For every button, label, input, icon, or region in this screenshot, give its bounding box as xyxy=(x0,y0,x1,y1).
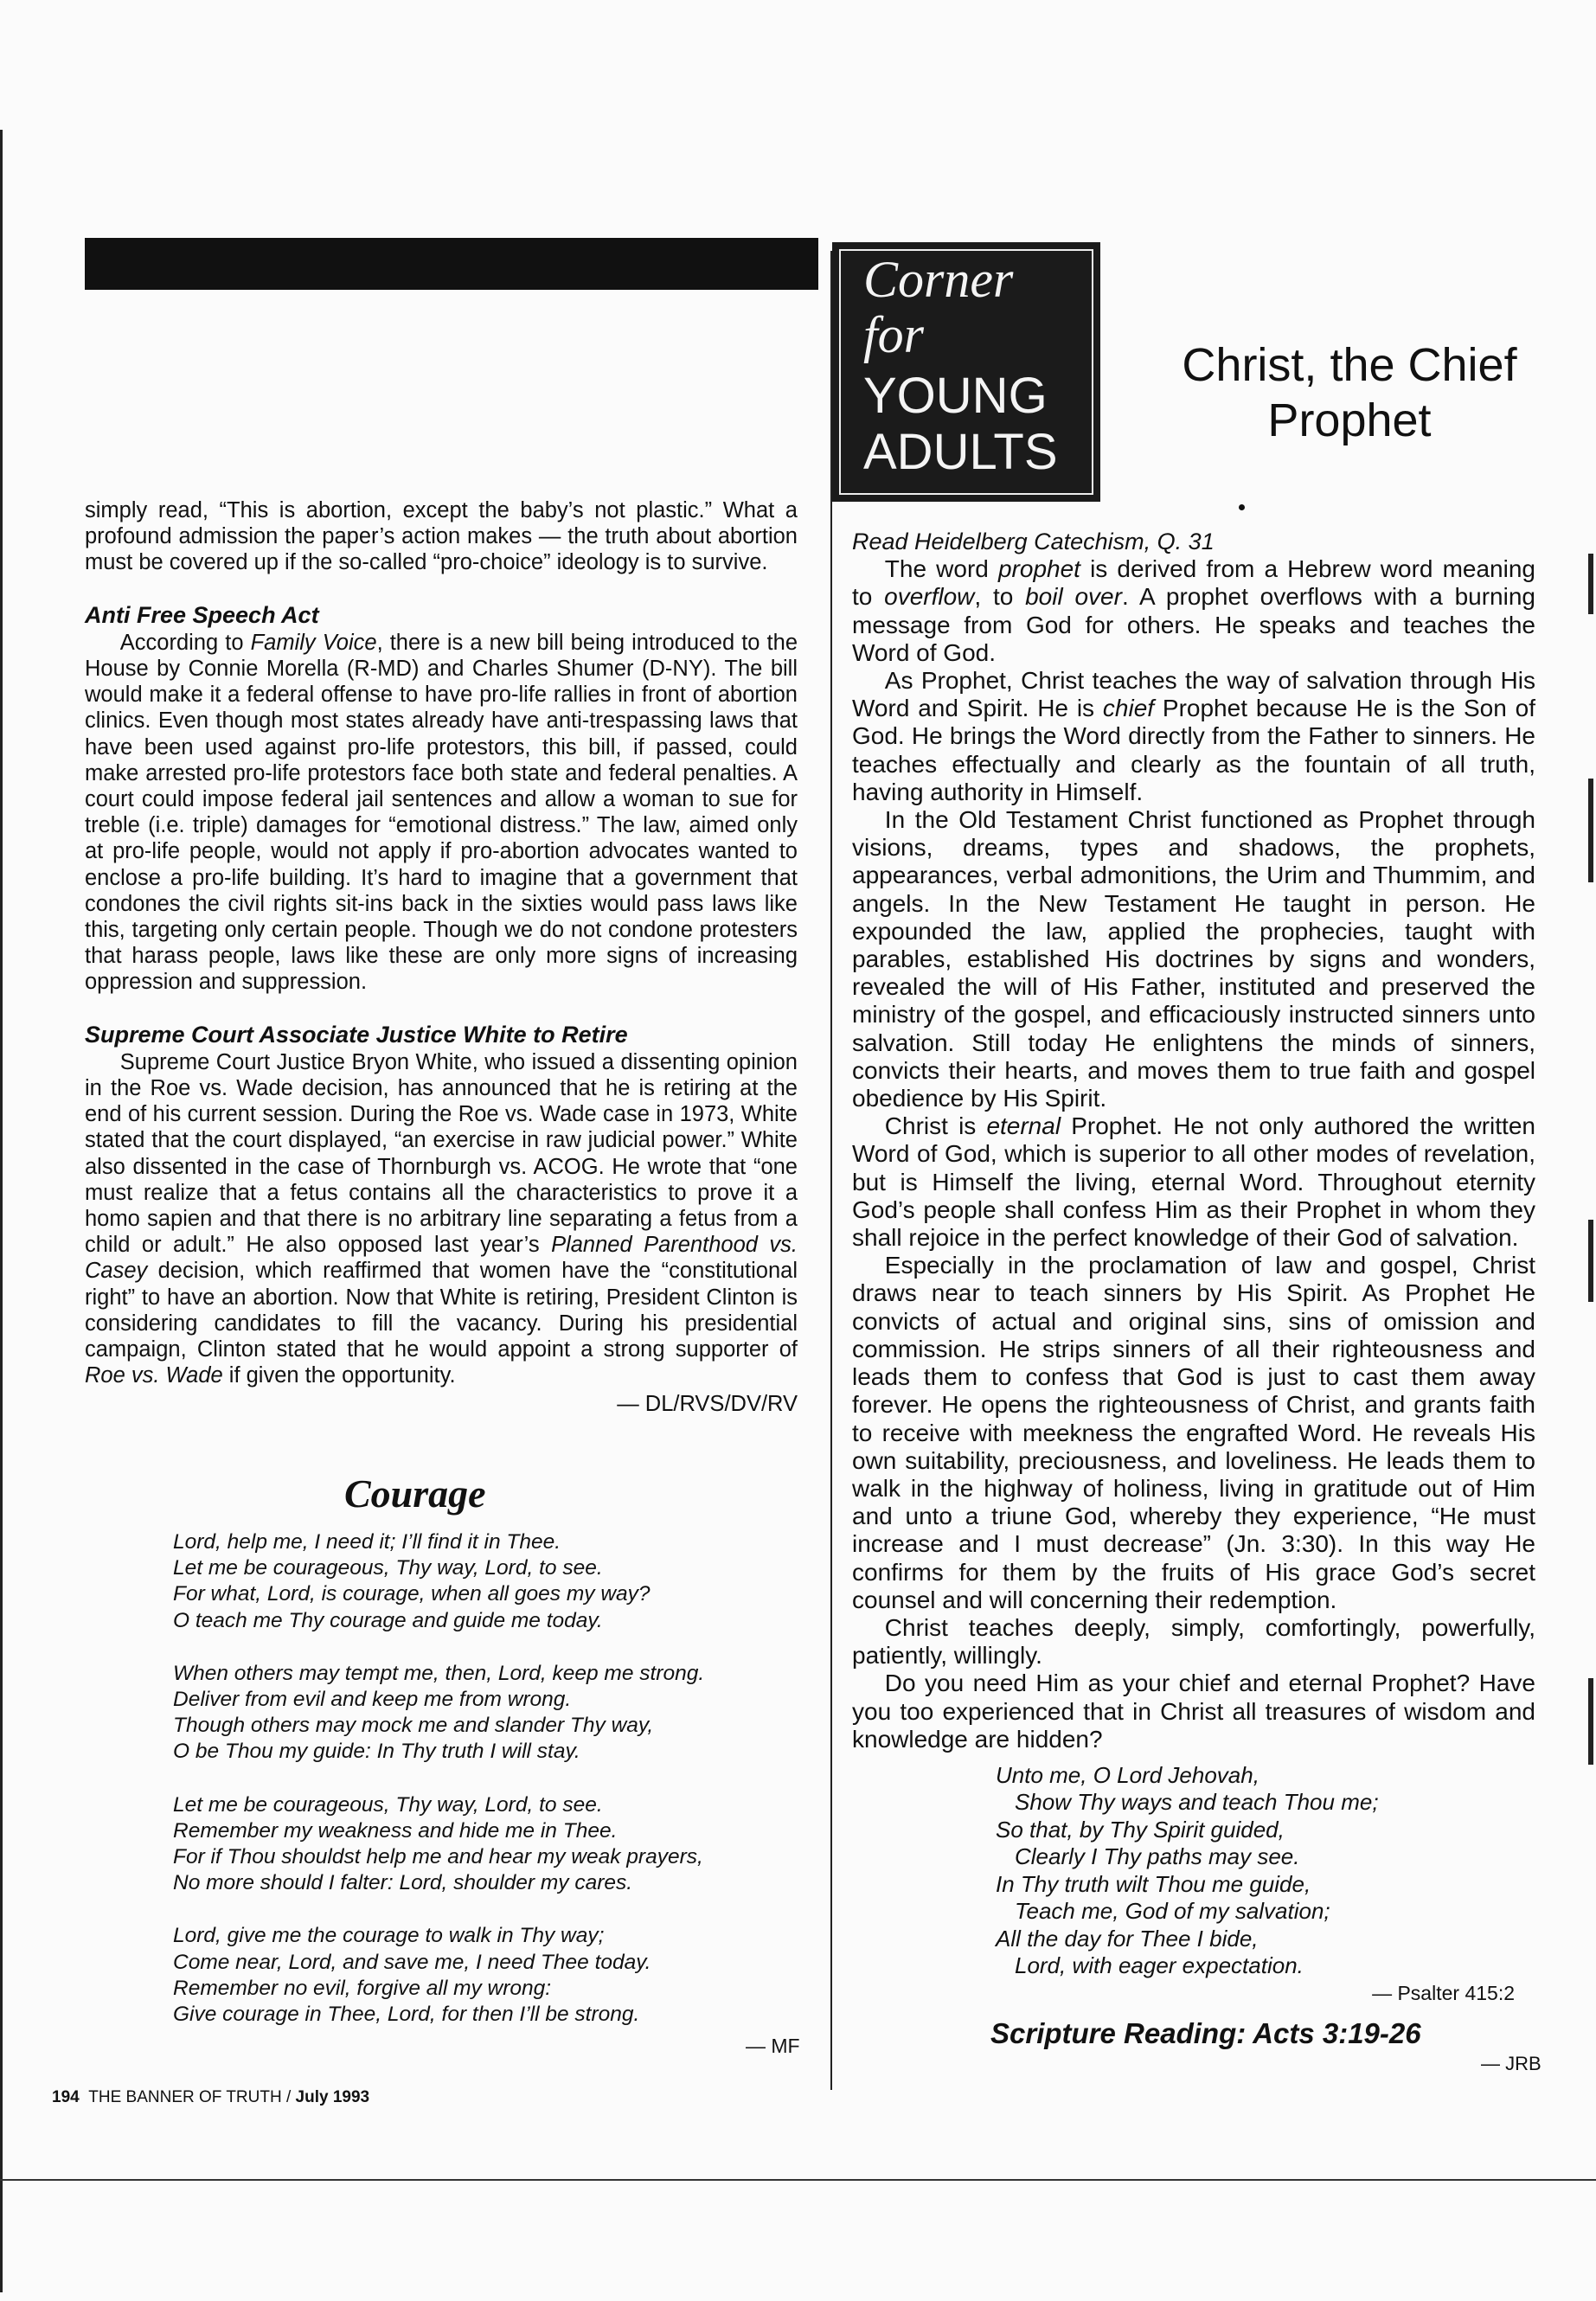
heading-anti-free-speech: Anti Free Speech Act xyxy=(85,601,319,628)
news-signoff: — DL/RVS/DV/RV xyxy=(617,1391,798,1416)
article-signoff: — JRB xyxy=(1481,2053,1542,2074)
scan-edge-mark xyxy=(1588,554,1593,614)
article-paragraph: As Prophet, Christ teaches the way of salvation through His Word and Spirit. He is chief Prophet because He is the Son of God. He brings the Word directly from the Father to sinners. He teaches effectually and clearly as the fountain of all truth, having authority in Himself. xyxy=(852,667,1535,805)
page-footer: 194 THE BANNER OF TRUTH / July 1993 xyxy=(52,2088,370,2106)
logo-line: Corner xyxy=(863,251,1014,308)
poem-stanza: Lord, help me, I need it; I’ll find it in Thee. Let me be courageous, Thy way, Lord, to see. For what, Lord, is courage, when all goes my way? O teach me Thy courage and guide me today. xyxy=(173,1530,651,1632)
logo-line: YOUNG xyxy=(863,368,1048,424)
psalter-verse: Unto me, O Lord Jehovah, Show Thy ways and teach Thou me; So that, by Thy Spirit guided, Clearly I Thy paths may see. In Thy truth wilt Thou me guide, Teach me, God of my salvation; All the day for Thee I bide, Lord, with eager expectation. — Psalter 415:2 xyxy=(996,1762,1535,2008)
logo-line: for xyxy=(863,306,925,363)
scan-bottom-rule xyxy=(0,2179,1596,2181)
justice-white-paragraph: Supreme Court Justice Bryon White, who issued a dissenting opinion in the Roe vs. Wade decision, has announced that he is retiring at the end of his current session. During the Roe vs. Wade case in 1973, White stated that the court displayed, “an exercise in raw judicial power.” White also dissented in the case of Thornburgh vs. ACOG. He wrote that “one must realize that a fetus contains all the characteristics to prove it a homo sapien and that there is no arbitrary line separating a fetus from a child or adult.” He also opposed last year’s Planned Parenthood vs. Casey decision, which reaffirmed that women have the “constitutional right” to have an abortion. Now that White is retiring, President Clinton is considering candidates to fill the vacancy. During his presidential campaign, Clinton stated that he would appoint a strong supporter of Roe vs. Wade if given the opportunity. xyxy=(85,1049,798,1388)
scripture-reading: Scripture Reading: Acts 3:19-26 xyxy=(990,2017,1421,2049)
corner-for-young-adults-logo xyxy=(832,242,1100,502)
psalter-reference: — Psalter 415:2 xyxy=(1372,1981,1515,2004)
news-column xyxy=(85,497,798,1417)
article-column xyxy=(852,528,1535,2007)
poem-stanza: Lord, give me the courage to walk in Thy way; Come near, Lord, and save me, I need Thee today. Remember no evil, forgive all my wrong: Give courage in Thee, Lord, for then I’ll be strong. xyxy=(173,1924,651,2027)
redacted-header-bar xyxy=(85,238,818,290)
title-bullet xyxy=(1239,504,1245,510)
heading-justice-white: Supreme Court Associate Justice White to Retire xyxy=(85,1021,628,1048)
poem-signoff: — MF xyxy=(746,2035,800,2057)
scan-edge-mark xyxy=(1588,1220,1593,1302)
logo-line: ADULTS xyxy=(863,424,1058,480)
poem-title: Courage xyxy=(344,1471,486,1516)
article-paragraph: Especially in the proclamation of law and gospel, Christ draws near to teach sinners by His Spirit. As Prophet He convicts of actual and original sins, sins of omission and commission. He strips sinners of all their righteousness and leads them to confess that God is just to cast them away forever. He opens the righteousness of Christ, and grants faith to receive with meekness the engrafted Word. He reveals His own suitability, preciousness, and loveliness. He leads them to walk in the highway of holiness, living in gratitude out of Him and unto a triune God, whereby they experience, “He must increase and I must decrease” (Jn. 3:30). In this way He confirms for them by the fruits of His grace God’s secret counsel and will concerning their redemption. xyxy=(852,1252,1535,1613)
scan-left-edge xyxy=(0,130,3,2292)
article-paragraph: The word prophet is derived from a Hebrew word meaning to overflow, to boil over. A prophet overflows with a burning message from God for others. He speaks and teaches the Word of God. xyxy=(852,555,1535,666)
catechism-reference: Read Heidelberg Catechism, Q. 31 xyxy=(852,529,1215,554)
anti-free-speech-paragraph: According to Family Voice, there is a new bill being introduced to the House by Connie Morella (R-MD) and Charles Shumer (D-NY). The bill would make it a federal offense to have pro-life rallies in front of abortion clinics. Even though most states already have anti-trespassing laws that have been used against pro-life protestors, this bill, if passed, could make arrested pro-life protestors face both state and federal penalties. A court could impose federal jail sentences and allow a woman to sue for treble (i.e. triple) damages for “emotional distress.” The law, aimed only at pro-life people, would not apply if pro-abortion advocates wanted to enclose a pro-life building. It’s hard to imagine that a government that condones the civil rights sit-ins back in the sixties would pass laws like this, targeting only certain people. Though we do not condone protesters that harass people, laws like these are only more signs of increasing oppression and suppression. xyxy=(85,630,798,995)
article-title: Christ, the Chief Prophet xyxy=(1182,339,1517,446)
column-divider xyxy=(830,251,832,2090)
article-paragraph: Do you need Him as your chief and eternal Prophet? Have you too experienced that in Christ all treasures of wisdom and knowledge are hidden? xyxy=(852,1670,1535,1753)
poem-stanza: When others may tempt me, then, Lord, keep me strong. Deliver from evil and keep me from wrong. Though others may mock me and slander Thy way, O be Thou my guide: In Thy truth I will stay. xyxy=(173,1661,705,1764)
article-paragraph: Christ is eternal Prophet. He not only authored the written Word of God, which is superior to all other modes of revelation, but is Himself the living, eternal Word. Throughout eternity God’s people shall confess Him as their Prophet in whom they shall rejoice in the perfect knowledge of their God of salvation. xyxy=(852,1112,1535,1252)
scan-edge-mark xyxy=(1588,779,1593,882)
poem-stanza: Let me be courageous, Thy way, Lord, to see. Remember my weakness and hide me in Thee. For if Thou shouldst help me and hear my weak prayers, No more should I falter: Lord, shoulder my cares. xyxy=(173,1792,703,1895)
lead-paragraph: simply read, “This is abortion, except the baby’s not plastic.” What a profound admission the paper’s action makes — the truth about abortion must be covered up if the so-called “pro-choice” ideology is to survive. xyxy=(85,498,798,575)
scan-edge-mark xyxy=(1588,1678,1593,1765)
poem xyxy=(173,1529,761,2054)
article-paragraph: In the Old Testament Christ functioned as Prophet through visions, dreams, types and shadows, the prophets, appearances, verbal admonitions, the Urim and Thummim, and angels. In the New Testament He taught in person. He expounded the law, applied the prophecies, taught with parables, established His doctrines by signs and wonders, revealed the will of His Father, instituted and preserved the ministry of the gospel, and efficaciously instructed sinners unto salvation. Still today He enlightens the minds of sinners, convicts their hearts, and moves them to true faith and gospel obedience by His Spirit. xyxy=(852,806,1535,1112)
article-paragraph: Christ teaches deeply, simply, comfortingly, powerfully, patiently, willingly. xyxy=(852,1613,1535,1670)
